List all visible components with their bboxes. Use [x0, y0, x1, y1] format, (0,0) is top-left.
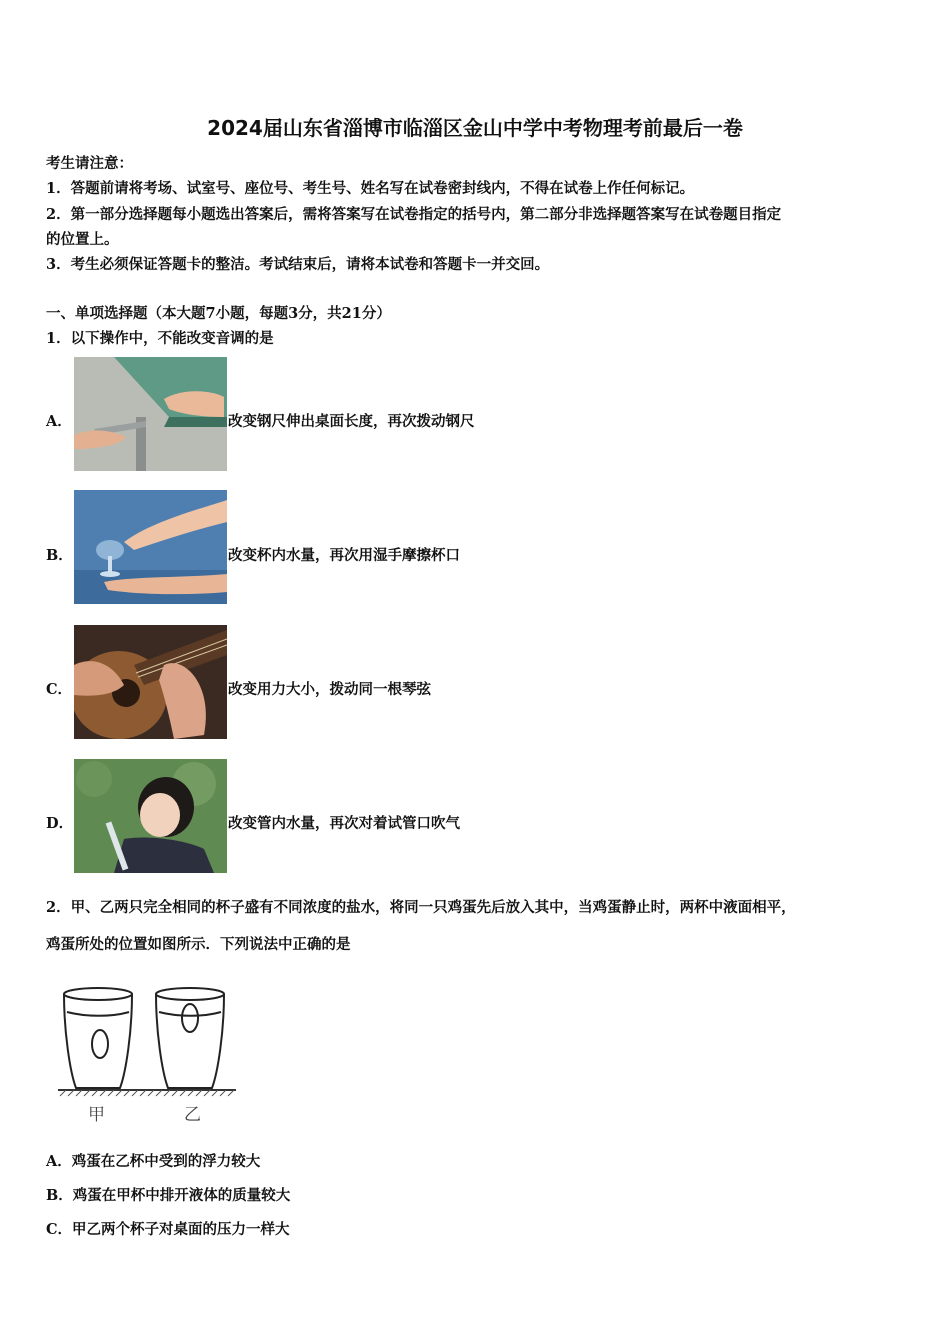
option-d-letter: D． [46, 815, 74, 832]
q2-option-c-letter: C． [46, 1221, 73, 1238]
question-2-stem-line-2: 鸡蛋所处的位置如图所示．下列说法中正确的是 [46, 936, 351, 953]
option-c-text: 改变用力大小，拨动同一根琴弦 [228, 681, 431, 698]
question-2-stem-line-1: 2．甲、乙两只完全相同的杯子盛有不同浓度的盐水，将同一只鸡蛋先后放入其中，当鸡蛋静止时，两杯中液面相平， [46, 899, 796, 916]
option-b-text: 改变杯内水量，再次用湿手摩擦杯口 [228, 547, 460, 564]
q2-option-a-text: 鸡蛋在乙杯中受到的浮力较大 [71, 1153, 261, 1170]
notice-line-2-cont: 的位置上。 [46, 231, 119, 248]
option-c-letter: C． [46, 681, 73, 698]
q2-option-a-letter: A． [46, 1153, 72, 1170]
option-a-text: 改变钢尺伸出桌面长度，再次拨动钢尺 [228, 413, 475, 430]
cup-label-right: 乙 [184, 1105, 201, 1125]
notice-line-2: 2．第一部分选择题每小题选出答案后，需将答案写在试卷指定的括号内，第二部分非选择题答案写在试卷题目指定 [46, 206, 782, 223]
option-d-text: 改变管内水量，再次对着试管口吹气 [228, 815, 460, 832]
q2-option-c [46, 1218, 290, 1239]
q2-option-b [46, 1184, 290, 1205]
cups-egg-diagram [56, 982, 240, 1124]
question-1-stem: 1．以下操作中，不能改变音调的是 [46, 330, 274, 347]
photo-girl-blowing-tube [74, 759, 227, 873]
notice-line-3: 3．考生必须保证答题卡的整洁。考试结束后，请将本试卷和答题卡一并交回。 [46, 256, 550, 273]
photo-guitar [74, 625, 227, 739]
cup-label-left: 甲 [88, 1105, 105, 1125]
option-b-letter: B． [46, 547, 73, 564]
photo-ruler-on-table [74, 357, 227, 471]
q2-option-b-text: 鸡蛋在甲杯中排开液体的质量较大 [72, 1187, 291, 1204]
option-a-letter: A． [46, 413, 72, 430]
notice-heading: 考生请注意： [46, 155, 133, 172]
q2-option-c-text: 甲乙两个杯子对桌面的压力一样大 [72, 1221, 290, 1238]
photo-glass-rubbing [74, 490, 227, 604]
section-heading: 一、单项选择题（本大题7小题，每题3分，共21分） [46, 305, 391, 322]
q2-option-a [46, 1150, 260, 1171]
page-title: 2024届山东省淄博市临淄区金山中学中考物理考前最后一卷 [207, 116, 743, 140]
q2-option-b-letter: B． [46, 1187, 73, 1204]
notice-line-1: 1．答题前请将考场、试室号、座位号、考生号、姓名写在试卷密封线内，不得在试卷上作任何标记。 [46, 180, 695, 197]
